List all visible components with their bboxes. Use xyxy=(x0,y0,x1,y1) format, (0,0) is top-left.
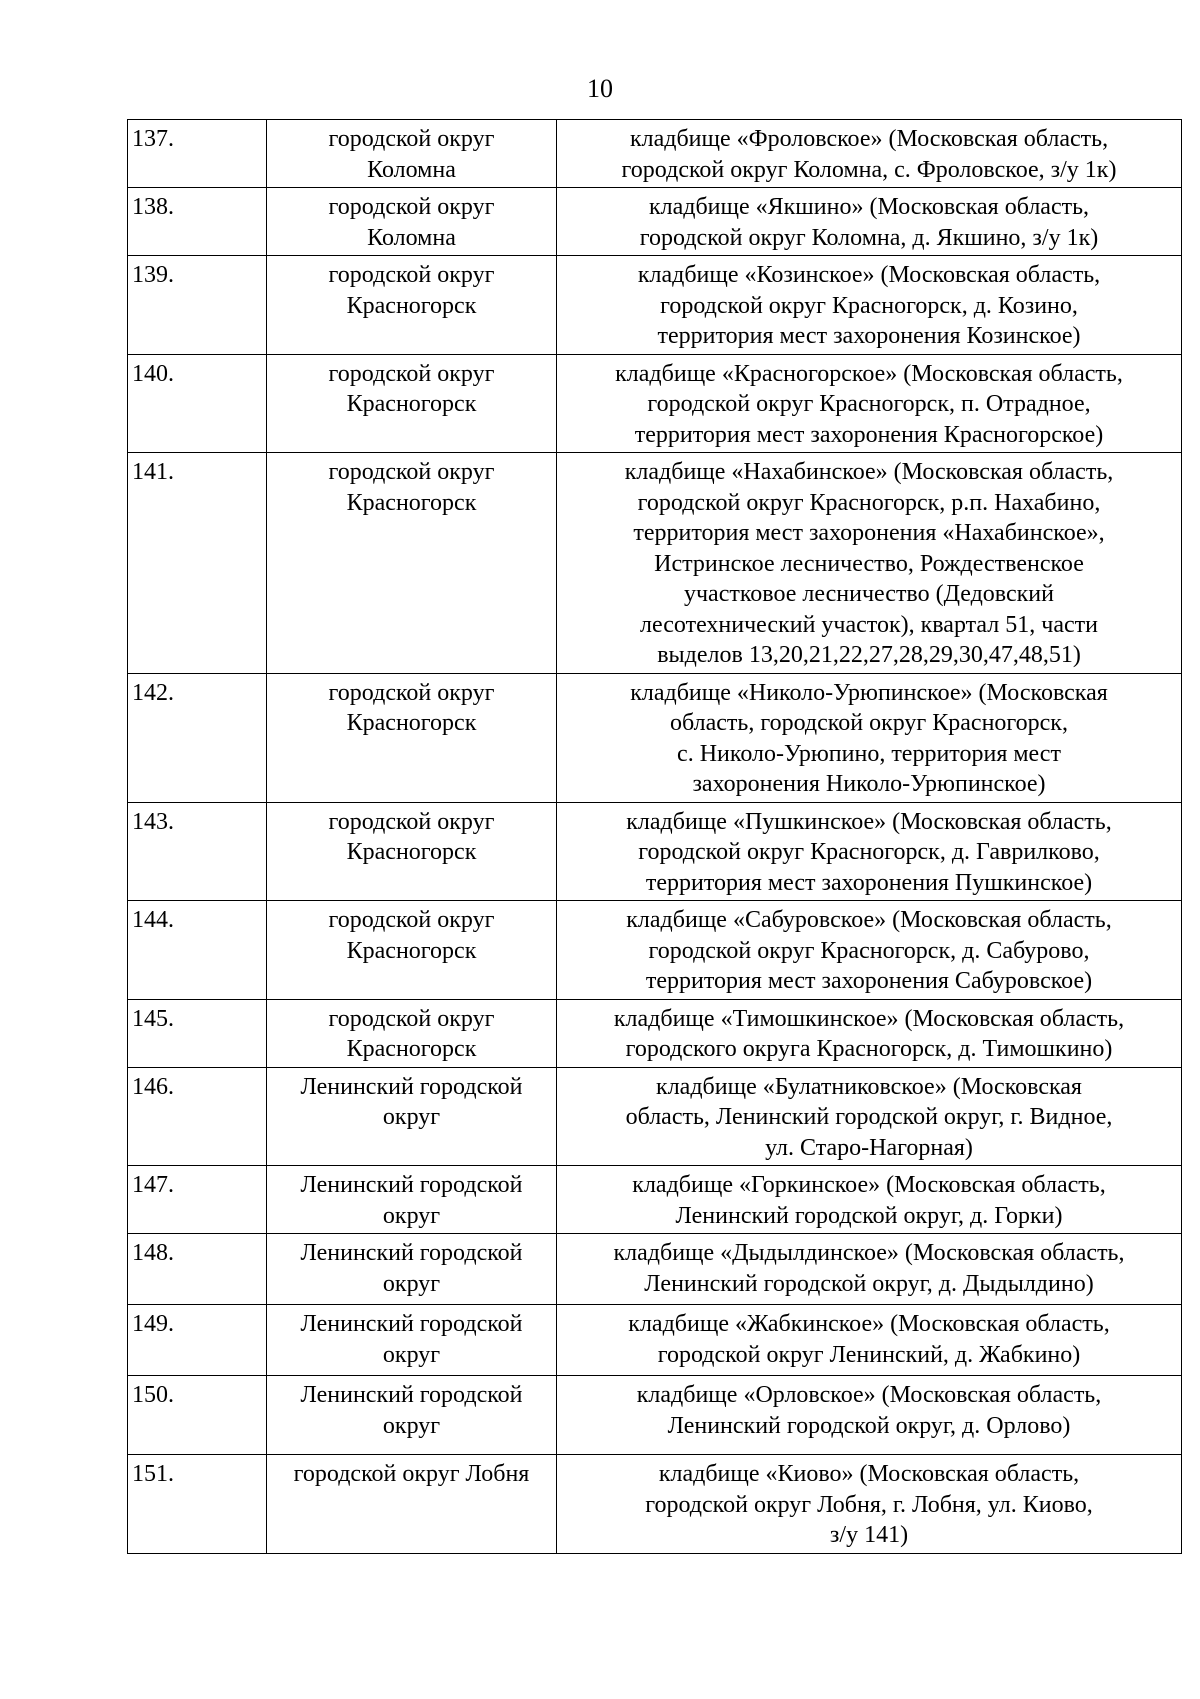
district-cell xyxy=(267,256,557,355)
table-body xyxy=(128,120,1182,1554)
cemetery-cell xyxy=(557,673,1182,802)
district-cell xyxy=(267,673,557,802)
district-line: городской округ xyxy=(328,808,495,835)
cemetery-line: кладбище «Николо-Урюпинское» (Московская xyxy=(630,679,1108,706)
district-line: Красногорск xyxy=(346,839,477,865)
cemetery-cell xyxy=(557,802,1182,901)
cemetery-line: Ленинский городской округ, д. Дыдылдино) xyxy=(644,1270,1094,1297)
page-number: 10 xyxy=(587,74,613,103)
cemetery-line: городской округ Красногорск, д. Козино, xyxy=(660,292,1078,319)
district-line: Красногорск xyxy=(346,1036,477,1062)
district-line: Ленинский городской xyxy=(300,1382,523,1408)
row-number: 140. xyxy=(128,354,267,453)
district-line: городской округ xyxy=(328,360,495,387)
cemetery-line: городской округ Коломна, д. Якшино, з/у 1к) xyxy=(639,224,1099,251)
cemetery-line: кладбище «Дыдылдинское» (Московская область, xyxy=(613,1240,1125,1266)
cemetery-line: захоронения Николо-Урюпинское) xyxy=(692,771,1046,797)
table-row xyxy=(128,1234,1182,1305)
cemetery-line: территория мест захоронения Пушкинское) xyxy=(645,869,1093,896)
table-row xyxy=(128,673,1182,802)
row-number: 138. xyxy=(128,188,267,256)
district-cell xyxy=(267,802,557,901)
district-line: Ленинский городской xyxy=(300,1311,523,1337)
cemetery-cell xyxy=(557,1067,1182,1166)
district-line: Ленинский городской xyxy=(300,1240,523,1266)
district-line: Коломна xyxy=(367,156,456,183)
cemetery-line: территория мест захоронения «Нахабинское», xyxy=(633,520,1105,546)
table-row xyxy=(128,901,1182,1000)
district-line: городской округ xyxy=(328,262,495,288)
cemetery-line: территория мест захоронения Красногорское) xyxy=(634,421,1104,448)
row-number: 145. xyxy=(128,999,267,1067)
district-line: городской округ xyxy=(328,126,495,152)
district-line: городской округ xyxy=(328,459,495,485)
cemetery-line: территория мест захоронения Сабуровское) xyxy=(645,968,1093,994)
cemetery-line: кладбище «Жабкинское» (Московская область, xyxy=(628,1311,1110,1337)
cemetery-cell xyxy=(557,256,1182,355)
cemetery-line: городской округ Красногорск, д. Сабурово, xyxy=(648,937,1090,964)
table-row xyxy=(128,120,1182,188)
district-line: Красногорск xyxy=(346,710,477,736)
district-line: округ xyxy=(382,1341,441,1368)
cemetery-cell xyxy=(557,901,1182,1000)
row-number: 137. xyxy=(128,120,267,188)
table-row xyxy=(128,1455,1182,1554)
district-cell xyxy=(267,1455,557,1554)
cemetery-line: лесотехнический участок), квартал 51, части xyxy=(640,611,1098,638)
table-row xyxy=(128,802,1182,901)
district-line: округ xyxy=(382,1270,441,1297)
district-cell xyxy=(267,188,557,256)
cemetery-cell xyxy=(557,354,1182,453)
cemetery-line: кладбище «Киово» (Московская область, xyxy=(658,1461,1080,1487)
row-number: 146. xyxy=(128,1067,267,1166)
district-line: Красногорск xyxy=(346,937,477,964)
district-line: Красногорск xyxy=(346,489,477,516)
district-line: городской округ xyxy=(328,1005,495,1032)
district-cell xyxy=(267,1067,557,1166)
cemetery-line: городской округ Красногорск, д. Гаврилково, xyxy=(638,839,1100,865)
district-line: округ xyxy=(382,1202,441,1229)
row-number: 148. xyxy=(128,1234,267,1305)
district-line: Ленинский городской xyxy=(300,1172,523,1198)
cemetery-line: Истринское лесничество, Рождественское xyxy=(654,550,1084,577)
table-row xyxy=(128,453,1182,674)
cemetery-cell xyxy=(557,1455,1182,1554)
district-cell xyxy=(267,1166,557,1234)
table-row xyxy=(128,1376,1182,1455)
cemetery-line: городской округ Ленинский, д. Жабкино) xyxy=(657,1341,1081,1368)
district-line: Красногорск xyxy=(346,292,477,319)
row-number: 139. xyxy=(128,256,267,355)
row-number: 141. xyxy=(128,453,267,674)
cemetery-line: городской округ Красногорск, п. Отрадное, xyxy=(647,391,1091,417)
row-number: 144. xyxy=(128,901,267,1000)
district-line: Ленинский городской xyxy=(300,1073,523,1100)
district-line: городской округ xyxy=(328,194,495,220)
district-line: округ xyxy=(382,1412,441,1439)
cemetery-line: кладбище «Орловское» (Московская область, xyxy=(636,1382,1102,1408)
cemetery-cell xyxy=(557,1234,1182,1305)
cemetery-line: городской округ Коломна, с. Фроловское, з/у 1к) xyxy=(621,156,1117,183)
row-number: 150. xyxy=(128,1376,267,1455)
cemetery-line: участковое лесничество (Дедовский xyxy=(683,581,1054,607)
table-row xyxy=(128,999,1182,1067)
row-number: 143. xyxy=(128,802,267,901)
district-cell xyxy=(267,453,557,674)
cemetery-line: кладбище «Нахабинское» (Московская область, xyxy=(624,459,1114,485)
row-number: 142. xyxy=(128,673,267,802)
district-line: Красногорск xyxy=(346,391,477,417)
cemetery-line: городской округ Лобня, г. Лобня, ул. Киово, xyxy=(645,1491,1093,1518)
cemetery-table xyxy=(127,119,1182,1554)
cemetery-line: с. Николо-Урюпино, территория мест xyxy=(677,740,1061,767)
cemetery-line: кладбище «Булатниковское» (Московская xyxy=(656,1073,1082,1100)
row-number: 147. xyxy=(128,1166,267,1234)
cemetery-line: кладбище «Фроловское» (Московская область, xyxy=(629,126,1109,152)
district-cell xyxy=(267,1376,557,1455)
district-cell xyxy=(267,354,557,453)
district-line: Коломна xyxy=(367,224,456,251)
cemetery-line: з/у 141) xyxy=(829,1522,909,1548)
cemetery-line: кладбище «Якшино» (Московская область, xyxy=(648,194,1090,220)
table-row xyxy=(128,354,1182,453)
cemetery-cell xyxy=(557,1305,1182,1376)
district-cell xyxy=(267,120,557,188)
table-row xyxy=(128,1166,1182,1234)
table-row xyxy=(128,1067,1182,1166)
district-cell xyxy=(267,1234,557,1305)
cemetery-line: территория мест захоронения Козинское) xyxy=(657,323,1081,349)
cemetery-line: кладбище «Тимошкинское» (Московская область, xyxy=(613,1005,1125,1032)
cemetery-line: область, Ленинский городской округ, г. Видное, xyxy=(625,1104,1113,1130)
cemetery-line: Ленинский городской округ, д. Горки) xyxy=(675,1202,1063,1229)
cemetery-line: городского округа Красногорск, д. Тимошкино) xyxy=(625,1036,1113,1062)
cemetery-cell xyxy=(557,188,1182,256)
table-row xyxy=(128,1305,1182,1376)
cemetery-line: область, городской округ Красногорск, xyxy=(670,710,1068,736)
cemetery-line: ул. Старо-Нагорная) xyxy=(765,1134,973,1161)
cemetery-line: кладбище «Козинское» (Московская область, xyxy=(637,262,1101,288)
cemetery-cell xyxy=(557,120,1182,188)
table-row xyxy=(128,256,1182,355)
table-row xyxy=(128,188,1182,256)
cemetery-line: городской округ Красногорск, р.п. Нахабино, xyxy=(637,489,1101,516)
cemetery-line: выделов 13,20,21,22,27,28,29,30,47,48,51) xyxy=(657,642,1081,668)
cemetery-line: кладбище «Сабуровское» (Московская область, xyxy=(626,907,1112,933)
cemetery-cell xyxy=(557,1166,1182,1234)
cemetery-line: кладбище «Красногорское» (Московская область, xyxy=(615,360,1123,387)
district-cell xyxy=(267,901,557,1000)
cemetery-cell xyxy=(557,999,1182,1067)
cemetery-line: кладбище «Пушкинское» (Московская область, xyxy=(626,808,1112,835)
district-line: городской округ xyxy=(328,907,495,933)
district-line: округ xyxy=(382,1104,441,1130)
district-cell xyxy=(267,1305,557,1376)
cemetery-cell xyxy=(557,453,1182,674)
cemetery-line: Ленинский городской округ, д. Орлово) xyxy=(667,1412,1071,1439)
district-line: городской округ xyxy=(328,679,495,706)
district-line: городской округ Лобня xyxy=(293,1461,530,1487)
row-number: 151. xyxy=(128,1455,267,1554)
cemetery-line: кладбище «Горкинское» (Московская область, xyxy=(632,1172,1106,1198)
cemetery-cell xyxy=(557,1376,1182,1455)
district-cell xyxy=(267,999,557,1067)
row-number: 149. xyxy=(128,1305,267,1376)
